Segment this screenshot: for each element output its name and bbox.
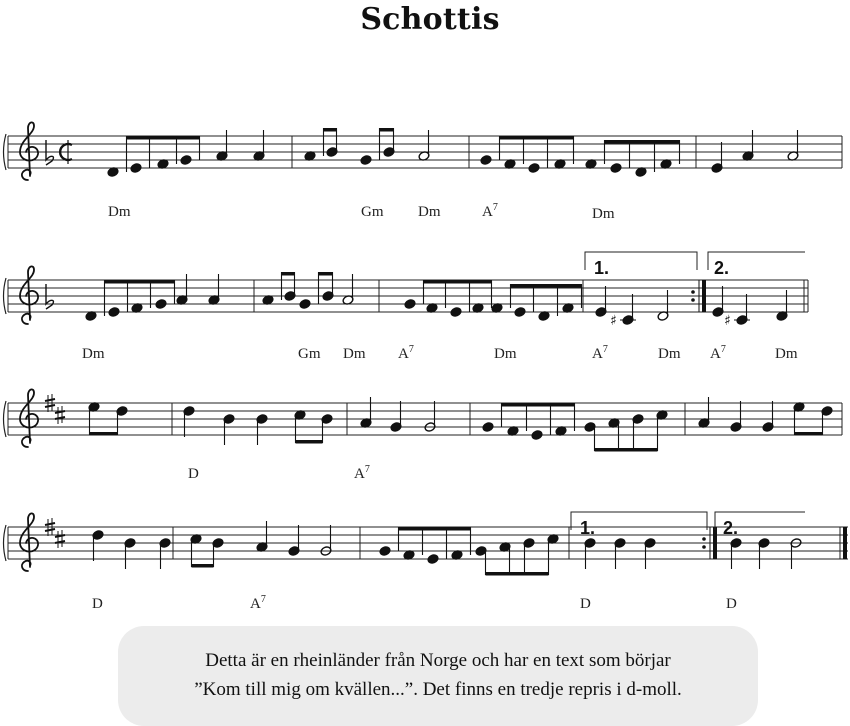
sharp-icon	[55, 406, 65, 424]
chord-label: Dm	[494, 346, 517, 362]
system-bracket	[4, 401, 7, 437]
note	[730, 401, 742, 432]
note	[130, 163, 142, 174]
note	[427, 554, 439, 565]
chord-root: A	[250, 596, 261, 612]
chord-row-4	[92, 594, 737, 612]
note	[584, 538, 596, 569]
note	[787, 130, 799, 161]
note-beam	[380, 128, 394, 132]
chord-label: Dm	[775, 346, 798, 362]
note	[450, 307, 462, 318]
note	[159, 538, 171, 569]
chord-label	[398, 344, 414, 362]
note-beam	[500, 136, 574, 140]
sharp-icon	[55, 530, 65, 548]
volta-second-label: 2.	[723, 518, 739, 538]
chord-label	[482, 202, 498, 220]
treble-clef-icon	[20, 122, 38, 180]
treble-clef-icon	[20, 266, 38, 324]
chord-seventh: 7	[602, 344, 608, 355]
chord-label	[250, 594, 266, 612]
note	[657, 290, 669, 321]
note	[390, 401, 402, 432]
note	[342, 274, 354, 305]
staff-system	[4, 389, 843, 447]
note-beam	[90, 432, 118, 436]
note-beam	[424, 280, 492, 284]
note	[531, 430, 543, 441]
note-beam	[795, 432, 823, 436]
chord-root: A	[398, 346, 409, 362]
svg-text:♯: ♯	[724, 313, 731, 329]
note	[320, 525, 332, 556]
note	[758, 538, 770, 569]
note	[528, 163, 540, 174]
volta-labels	[580, 258, 738, 538]
note	[92, 530, 104, 561]
note	[253, 130, 265, 161]
note	[288, 525, 300, 556]
note-beam	[127, 136, 200, 140]
chord-root: A	[592, 346, 603, 362]
page-title: Schottis	[360, 2, 500, 37]
note	[614, 538, 626, 569]
note	[418, 130, 430, 161]
note	[223, 414, 235, 445]
description-line-1: Detta är en rheinländer från Norge och har en text som börjar	[205, 650, 671, 671]
staff-system	[4, 266, 809, 324]
note	[742, 130, 754, 161]
description-box	[118, 626, 758, 726]
chord-root: A	[710, 346, 721, 362]
note	[360, 155, 372, 166]
system-bracket	[4, 278, 7, 314]
chord-label	[710, 344, 726, 362]
note	[730, 538, 742, 569]
note	[514, 307, 526, 318]
note	[712, 286, 724, 317]
note	[379, 546, 391, 557]
chord-label: D	[188, 466, 199, 482]
note	[404, 299, 416, 310]
note	[256, 414, 268, 445]
final-barline	[843, 527, 847, 559]
chord-root: A	[482, 204, 493, 220]
note	[299, 299, 311, 310]
note-beam	[511, 284, 582, 288]
chord-row-2	[82, 344, 798, 362]
note-beam	[324, 128, 337, 132]
note	[482, 422, 494, 433]
note	[644, 538, 656, 569]
note	[216, 130, 228, 161]
note-beam	[502, 403, 575, 407]
chord-label: Dm	[418, 204, 441, 220]
chord-label: Gm	[298, 346, 321, 362]
note	[256, 521, 268, 552]
volta-first-label: 1.	[580, 518, 596, 538]
note	[208, 274, 220, 305]
chord-label: Dm	[343, 346, 366, 362]
chord-label: D	[726, 596, 737, 612]
volta-first-label: 1.	[594, 258, 610, 278]
chord-seventh: 7	[408, 344, 414, 355]
note-beam	[296, 440, 323, 444]
chord-seventh: 7	[364, 464, 370, 475]
chord-row-3	[188, 464, 370, 482]
note-beam	[319, 272, 333, 276]
chord-seventh: 7	[260, 594, 266, 605]
chord-label: D	[92, 596, 103, 612]
note-beam	[192, 564, 214, 568]
chord-label	[592, 344, 608, 362]
note	[595, 286, 607, 317]
note	[762, 401, 774, 432]
note-beam	[486, 572, 549, 576]
note	[424, 401, 436, 432]
volta-second-label: 2.	[714, 258, 730, 278]
note	[360, 397, 372, 428]
treble-clef-icon	[20, 389, 38, 447]
note	[176, 274, 188, 305]
note	[776, 290, 788, 321]
note-beam	[282, 272, 295, 276]
note	[610, 163, 622, 174]
chord-seventh: 7	[492, 202, 498, 213]
note-beam	[605, 140, 680, 144]
note-beam	[105, 280, 175, 284]
svg-text:♯: ♯	[610, 313, 617, 329]
description-line-2: ”Kom till mig om kvällen...”. Det finns en tredje repris i d-moll.	[194, 679, 682, 700]
treble-clef-icon	[20, 513, 38, 571]
note	[183, 406, 195, 437]
note	[155, 299, 167, 310]
note	[698, 397, 710, 428]
chord-label: D	[580, 596, 591, 612]
chord-label: Dm	[82, 346, 105, 362]
note	[180, 155, 192, 166]
chord-root: A	[354, 466, 365, 482]
chord-label	[354, 464, 370, 482]
note	[108, 307, 120, 318]
chord-label: Dm	[592, 206, 615, 222]
note-beam	[399, 527, 471, 531]
note-beam	[595, 448, 658, 452]
note	[124, 538, 136, 569]
chord-label: Dm	[108, 204, 131, 220]
note	[711, 142, 723, 173]
chord-seventh: 7	[720, 344, 726, 355]
chord-row-1	[108, 202, 615, 222]
system-bracket	[4, 525, 7, 561]
chord-label: Gm	[361, 204, 384, 220]
chord-label: Dm	[658, 346, 681, 362]
note	[790, 538, 802, 569]
system-bracket	[4, 134, 7, 170]
note	[480, 155, 492, 166]
